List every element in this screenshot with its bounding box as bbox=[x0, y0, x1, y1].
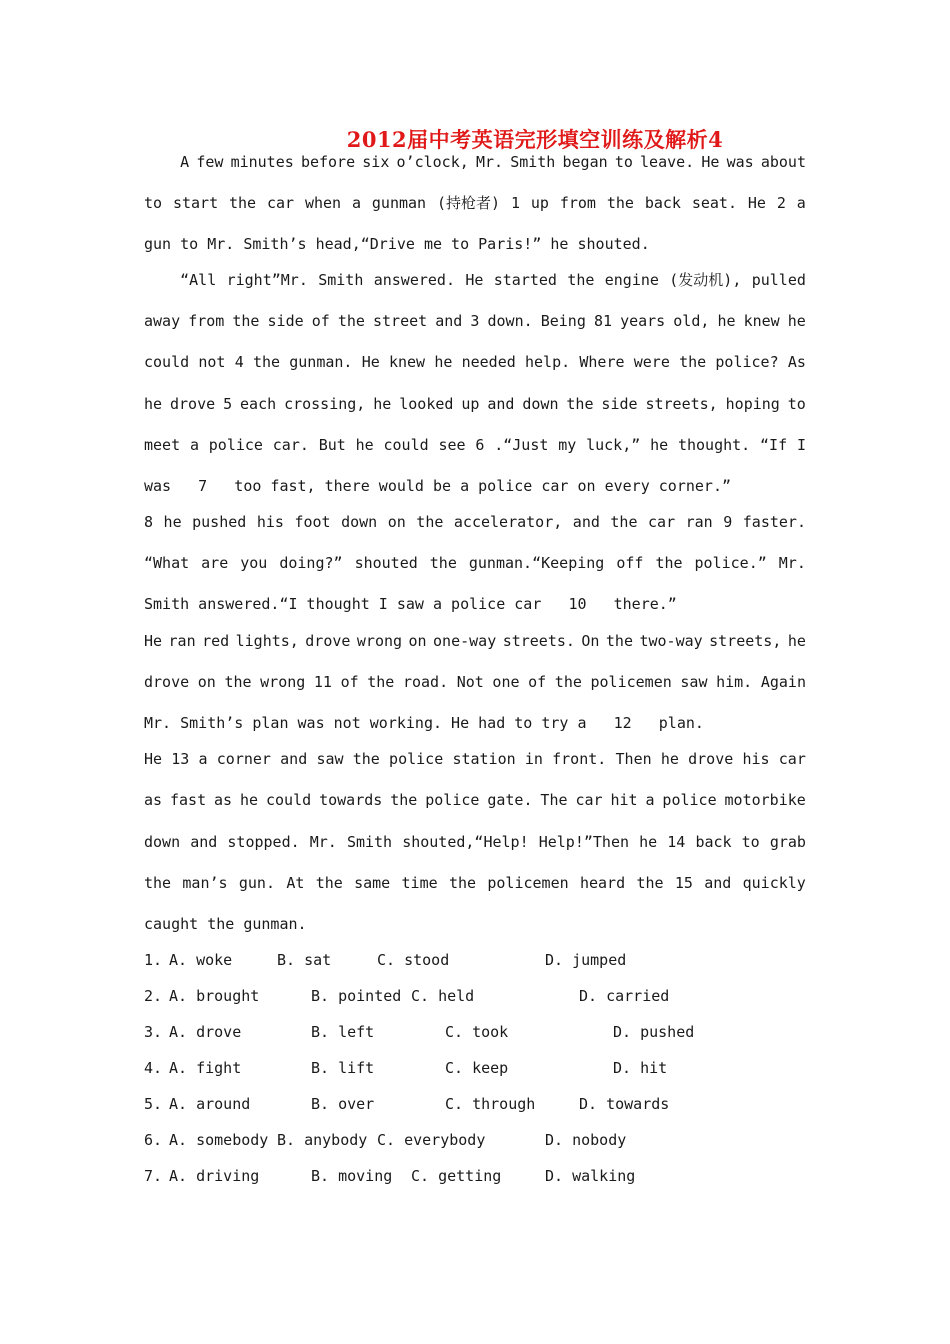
word: Then bbox=[615, 750, 652, 768]
option-b: B. moving bbox=[311, 1167, 393, 1185]
option-c: C. took bbox=[445, 1023, 509, 1041]
word: up bbox=[530, 194, 549, 212]
question-number: 2. bbox=[144, 987, 163, 1005]
option-a: A. fight bbox=[169, 1059, 242, 1077]
word: 4 bbox=[234, 353, 244, 371]
word: street bbox=[373, 312, 428, 330]
word: down bbox=[144, 833, 181, 851]
word: the bbox=[554, 673, 582, 691]
word: the bbox=[679, 353, 707, 371]
word: faster. bbox=[742, 513, 806, 531]
word: the bbox=[567, 271, 595, 289]
word: the bbox=[337, 312, 365, 330]
word: gun. bbox=[238, 874, 275, 892]
option-d: D. pushed bbox=[613, 1023, 695, 1041]
word: meet bbox=[144, 436, 181, 454]
word: the bbox=[448, 874, 477, 892]
word: the bbox=[232, 312, 260, 330]
passage-line bbox=[144, 553, 806, 573]
word: in bbox=[524, 750, 543, 768]
option-b: B. anybody bbox=[277, 1131, 368, 1149]
word: man’s bbox=[182, 874, 228, 892]
word: police.” bbox=[694, 554, 767, 572]
word: police bbox=[425, 791, 480, 809]
word: his bbox=[256, 513, 284, 531]
word: police bbox=[208, 436, 263, 454]
passage-line: Mr. Smith’s plan was not working. He had to try a 12 plan. bbox=[144, 714, 704, 732]
word: as bbox=[144, 791, 163, 809]
word: seat. bbox=[691, 194, 737, 212]
word: the bbox=[610, 513, 638, 531]
option-c: C. getting bbox=[411, 1167, 502, 1185]
option-b: B. lift bbox=[311, 1059, 375, 1077]
word: a bbox=[645, 791, 655, 809]
word: the bbox=[252, 353, 281, 371]
word: Mr. bbox=[778, 554, 806, 572]
word: down bbox=[341, 513, 378, 531]
word: knew bbox=[388, 353, 426, 371]
word: ran bbox=[685, 513, 713, 531]
word: same bbox=[354, 874, 391, 892]
word: needed bbox=[461, 353, 516, 371]
word: looked bbox=[399, 395, 454, 413]
question-number: 3. bbox=[144, 1023, 163, 1041]
word: 81 bbox=[593, 312, 612, 330]
word: But bbox=[318, 436, 346, 454]
word: and bbox=[435, 312, 463, 330]
option-d: D. carried bbox=[579, 987, 670, 1005]
word: began bbox=[562, 153, 608, 171]
word: he bbox=[650, 436, 669, 454]
word: gunman bbox=[371, 194, 427, 212]
word: crossing, bbox=[284, 395, 366, 413]
word: “If bbox=[760, 436, 788, 454]
passage-line bbox=[144, 435, 806, 455]
word: streets. bbox=[502, 632, 575, 650]
question-number: 1. bbox=[144, 951, 163, 969]
option-b: B. over bbox=[311, 1095, 375, 1113]
word: a bbox=[189, 436, 199, 454]
word: station bbox=[452, 750, 516, 768]
word: 11 bbox=[313, 673, 332, 691]
passage-line: caught the gunman. bbox=[144, 915, 307, 933]
word: he bbox=[240, 791, 259, 809]
passage-line bbox=[144, 270, 806, 290]
option-d: D. nobody bbox=[545, 1131, 627, 1149]
question-number: 5. bbox=[144, 1095, 163, 1113]
word: 8 bbox=[144, 513, 154, 531]
word: he bbox=[787, 632, 806, 650]
word: help. bbox=[525, 353, 571, 371]
word: I bbox=[796, 436, 806, 454]
document-title: 2012届中考英语完形填空训练及解析4 bbox=[346, 127, 724, 152]
option-d: D. towards bbox=[579, 1095, 670, 1113]
passage-line: Smith answered.“I thought I saw a police car 10 there.” bbox=[144, 595, 677, 613]
word: he bbox=[660, 750, 679, 768]
word: wrong bbox=[356, 632, 403, 650]
word: Smith bbox=[346, 833, 393, 851]
word: streets, bbox=[645, 395, 718, 413]
word: leave. bbox=[640, 153, 695, 171]
word: start bbox=[172, 194, 219, 212]
word: He bbox=[465, 271, 484, 289]
word: six bbox=[362, 153, 390, 171]
word: few bbox=[196, 153, 224, 171]
word: towards bbox=[319, 791, 383, 809]
passage-line bbox=[144, 790, 806, 810]
word: heard bbox=[579, 874, 626, 892]
word: car bbox=[266, 194, 295, 212]
word: streets, bbox=[709, 632, 782, 650]
option-a: A. drove bbox=[169, 1023, 242, 1041]
word: him. bbox=[716, 673, 753, 691]
word: He bbox=[361, 353, 380, 371]
word: old, bbox=[673, 312, 710, 330]
word: o’clock, bbox=[396, 153, 469, 171]
word: the bbox=[229, 194, 257, 212]
word: back bbox=[695, 833, 732, 851]
word: to bbox=[787, 395, 806, 413]
word: answered. bbox=[373, 271, 455, 289]
word: shouted,“Help! bbox=[402, 833, 529, 851]
word: pushed bbox=[192, 513, 247, 531]
word: gunman. bbox=[289, 353, 353, 371]
word: he bbox=[163, 513, 182, 531]
word: 15 bbox=[674, 874, 693, 892]
word: are bbox=[201, 554, 229, 572]
option-c: C. held bbox=[411, 987, 475, 1005]
word: the bbox=[655, 554, 683, 572]
option-b: B. left bbox=[311, 1023, 375, 1041]
word: Smith bbox=[510, 153, 556, 171]
word: time bbox=[401, 874, 438, 892]
word: the bbox=[636, 874, 664, 892]
word: side bbox=[267, 312, 304, 330]
word: the bbox=[390, 791, 418, 809]
word: saw bbox=[680, 673, 708, 691]
question-options-7 bbox=[144, 1166, 636, 1286]
word: could bbox=[144, 353, 190, 371]
word: Not bbox=[456, 673, 484, 691]
option-d: D. walking bbox=[545, 1167, 636, 1185]
word: ran bbox=[168, 632, 196, 650]
word: to bbox=[614, 153, 633, 171]
option-a: A. woke bbox=[169, 951, 233, 969]
word: Mr. bbox=[309, 833, 337, 851]
word: see bbox=[438, 436, 466, 454]
word: 14 bbox=[667, 833, 686, 851]
option-c: C. through bbox=[445, 1095, 536, 1113]
word: car bbox=[575, 791, 603, 809]
word: (发动机), bbox=[669, 271, 742, 289]
option-c: C. keep bbox=[445, 1059, 509, 1077]
word: a bbox=[351, 194, 362, 212]
word: knew bbox=[743, 312, 780, 330]
passage-line: was 7 too fast, there would be a police car on every corner.” bbox=[144, 477, 731, 495]
word: police? bbox=[715, 353, 779, 371]
word: started bbox=[493, 271, 557, 289]
passage-line bbox=[144, 631, 806, 651]
word: he bbox=[373, 395, 392, 413]
word: and bbox=[572, 513, 600, 531]
word: 13 bbox=[171, 750, 190, 768]
word: the bbox=[606, 194, 634, 212]
word: each bbox=[240, 395, 277, 413]
word: the bbox=[144, 874, 172, 892]
word: and bbox=[280, 750, 308, 768]
word: back bbox=[644, 194, 681, 212]
word: road. bbox=[402, 673, 449, 691]
word: car bbox=[648, 513, 676, 531]
passage-line bbox=[144, 832, 806, 852]
word: car bbox=[778, 750, 806, 768]
word: side bbox=[601, 395, 638, 413]
word: policemen bbox=[590, 673, 672, 691]
word: his bbox=[742, 750, 770, 768]
word: foot bbox=[294, 513, 331, 531]
word: my bbox=[558, 436, 577, 454]
word: stopped. bbox=[227, 833, 300, 851]
word: the bbox=[367, 673, 395, 691]
word: As bbox=[787, 353, 806, 371]
word: drove bbox=[144, 673, 190, 691]
word: to bbox=[741, 833, 760, 851]
option-a: A. somebody bbox=[169, 1131, 269, 1149]
word: “What bbox=[144, 554, 190, 572]
passage-line bbox=[144, 152, 806, 172]
question-number: 6. bbox=[144, 1131, 163, 1149]
word: when bbox=[304, 194, 342, 212]
word: two-way bbox=[639, 632, 703, 650]
word: luck,” bbox=[586, 436, 641, 454]
option-a: A. around bbox=[169, 1095, 251, 1113]
option-d: D. hit bbox=[613, 1059, 668, 1077]
passage-line: gun to Mr. Smith’s head,“Drive me to Paris!” he shouted. bbox=[144, 235, 650, 253]
question-number: 4. bbox=[144, 1059, 163, 1077]
word: and bbox=[704, 874, 732, 892]
word: were bbox=[633, 353, 670, 371]
word: fast bbox=[169, 791, 207, 809]
word: gunman.“Keeping bbox=[468, 554, 605, 572]
passage-line bbox=[144, 193, 806, 213]
word: on bbox=[408, 632, 427, 650]
word: lights, bbox=[235, 632, 299, 650]
passage-line bbox=[144, 749, 806, 769]
word: policemen bbox=[487, 874, 569, 892]
passage-line bbox=[144, 311, 806, 331]
option-c: C. everybody bbox=[377, 1131, 486, 1149]
word: of bbox=[311, 312, 330, 330]
option-a: A. brought bbox=[169, 987, 260, 1005]
word: thought. bbox=[677, 436, 751, 454]
word: he bbox=[144, 395, 163, 413]
word: Smith bbox=[318, 271, 364, 289]
word: could bbox=[383, 436, 429, 454]
question-number: 7. bbox=[144, 1167, 163, 1185]
word: 9 bbox=[723, 513, 733, 531]
word: “All bbox=[144, 271, 217, 289]
word: accelerator, bbox=[453, 513, 563, 531]
option-d: D. jumped bbox=[545, 951, 627, 969]
word: 5 bbox=[223, 395, 233, 413]
word: He bbox=[701, 153, 720, 171]
word: could bbox=[266, 791, 312, 809]
word: of bbox=[340, 673, 359, 691]
word: shouted bbox=[354, 554, 418, 572]
word: drove bbox=[169, 395, 216, 413]
word: quickly bbox=[742, 874, 806, 892]
word: you bbox=[240, 554, 268, 572]
word: he bbox=[434, 353, 453, 371]
word: 2 bbox=[776, 194, 786, 212]
word: .“Just bbox=[494, 436, 549, 454]
word: Help!”Then bbox=[538, 833, 630, 851]
word: a bbox=[198, 750, 208, 768]
passage-line bbox=[144, 512, 806, 532]
word: motorbike bbox=[724, 791, 806, 809]
word: the bbox=[429, 554, 457, 572]
word: saw bbox=[316, 750, 344, 768]
word: He bbox=[144, 632, 163, 650]
word: away bbox=[144, 312, 181, 330]
word: minutes bbox=[230, 153, 294, 171]
word: as bbox=[214, 791, 233, 809]
word: one bbox=[492, 673, 520, 691]
word: about bbox=[760, 153, 806, 171]
word: Where bbox=[579, 353, 625, 371]
word: front. bbox=[552, 750, 607, 768]
word: from bbox=[559, 194, 596, 212]
word: the bbox=[315, 874, 343, 892]
word: (持枪者) bbox=[436, 194, 501, 212]
word: down bbox=[522, 395, 559, 413]
word: off bbox=[616, 554, 644, 572]
word: engine bbox=[604, 271, 659, 289]
word: wrong bbox=[260, 673, 306, 691]
word: drove bbox=[305, 632, 351, 650]
word: hoping bbox=[725, 395, 780, 413]
word: not bbox=[198, 353, 226, 371]
word: drove bbox=[688, 750, 734, 768]
word: Again bbox=[760, 673, 806, 691]
passage-line bbox=[144, 672, 806, 692]
passage-line bbox=[144, 394, 806, 414]
word: before bbox=[300, 153, 356, 171]
option-b: B. pointed bbox=[311, 987, 402, 1005]
word: the bbox=[566, 395, 594, 413]
word: pulled bbox=[751, 271, 806, 289]
word: On bbox=[581, 632, 600, 650]
word: on bbox=[197, 673, 216, 691]
word: he bbox=[355, 436, 374, 454]
word: red bbox=[202, 632, 230, 650]
word: to bbox=[144, 194, 163, 212]
word: Being bbox=[540, 312, 586, 330]
word: the bbox=[605, 632, 633, 650]
word: years bbox=[620, 312, 666, 330]
word: He bbox=[747, 194, 766, 212]
word: the bbox=[352, 750, 380, 768]
word: gate. bbox=[487, 791, 533, 809]
word: The bbox=[540, 791, 568, 809]
word: on bbox=[387, 513, 406, 531]
word: and bbox=[487, 395, 515, 413]
word: from bbox=[188, 312, 225, 330]
word: 6 bbox=[475, 436, 485, 454]
word: police bbox=[389, 750, 444, 768]
word: grab bbox=[769, 833, 806, 851]
word: police bbox=[662, 791, 717, 809]
option-b: B. sat bbox=[277, 951, 332, 969]
word: Mr. bbox=[475, 153, 504, 171]
word: He bbox=[144, 750, 163, 768]
word: was bbox=[726, 153, 754, 171]
passage-line bbox=[144, 352, 806, 372]
word: of bbox=[528, 673, 547, 691]
word: the bbox=[224, 673, 252, 691]
word: he bbox=[717, 312, 736, 330]
word: up bbox=[461, 395, 480, 413]
word: he bbox=[787, 312, 806, 330]
word: and bbox=[190, 833, 218, 851]
word: car. bbox=[272, 436, 309, 454]
word: 1 bbox=[510, 194, 520, 212]
word: down. bbox=[487, 312, 533, 330]
option-a: A. driving bbox=[169, 1167, 260, 1185]
word: A bbox=[144, 153, 190, 171]
word: doing?” bbox=[279, 554, 343, 572]
word: At bbox=[286, 874, 305, 892]
word: he bbox=[639, 833, 658, 851]
word: a bbox=[796, 194, 806, 212]
word: right”Mr. bbox=[226, 271, 308, 289]
word: hit bbox=[610, 791, 638, 809]
word: one-way bbox=[433, 632, 497, 650]
option-c: C. stood bbox=[377, 951, 450, 969]
word: corner bbox=[216, 750, 271, 768]
passage-line bbox=[144, 873, 806, 893]
word: 3 bbox=[470, 312, 480, 330]
word: the bbox=[416, 513, 444, 531]
